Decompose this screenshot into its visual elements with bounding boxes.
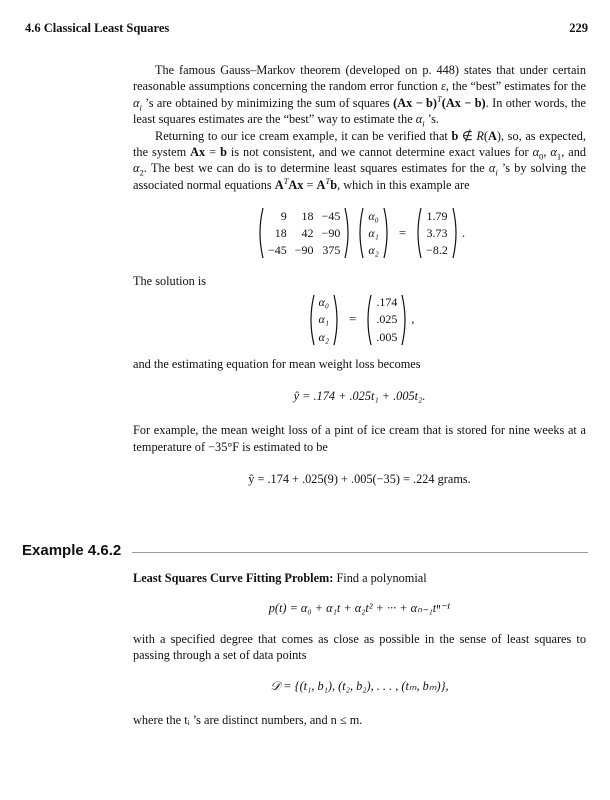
solution-equation: α₀ α₁ α₂ = .174 .025 .005 ,	[133, 294, 586, 346]
example-description: with a specified degree that comes as close as possible in the sense of least squares to passing through a set of data points	[133, 631, 586, 663]
paragraph-ice-cream: Returning to our ice cream example, it can be verified that b ∉ R(A), so, as expected, the system Ax = b is not consistent, and we cannot determine exact values for $\alpha_0$, $\alpha_1$, and $\alpha_2$. The best we can do is to determine least squares estimates for the $\alpha_i$ ’s by solving the associated normal equations $A^TAx = A^Tb$, which in this example are	[133, 128, 587, 192]
paragraph-example-usage: For example, the mean weight loss of a pint of ice cream that is stored for nine weeks at a temperature of −35°F is estimated to be	[133, 423, 586, 454]
normal-equations: 9 18 −45 18 42 −90 −45 −90 375 α₀ α₁ α₂ = 1.79 3.73 −8.2 .	[133, 207, 586, 259]
running-header	[25, 21, 588, 39]
example-rule	[132, 552, 588, 553]
data-set-equation: 𝒟 = {(t₁, b₁), (t₂, b₂), . . . , (tₘ, bₘ)},	[270, 678, 449, 693]
example-heading	[22, 542, 588, 562]
example-text	[133, 570, 586, 728]
unknowns-vector: α₀ α₁ α₂	[357, 207, 389, 259]
paragraph-gauss-markov: The famous Gauss–Markov theorem (developed on p. 448) states that under certain reasonable assumptions concerning the random error function ε, the “best” estimates for the $\alpha_i$ ’s are obtained by minimizing the sum of squares $(Ax - b)^T(Ax - b)$. In other words, the least squares estimates are the “best” way to estimate the $\alpha_i$ ’s.	[133, 63, 586, 129]
solution-values: .174 .025 .005	[365, 294, 408, 346]
example-title: Example 4.6.2	[22, 542, 122, 559]
matrix-grid: 9 18 −45 18 42 −90 −45 −90 375	[267, 208, 341, 258]
solution-label: The solution is	[133, 274, 207, 289]
rhs-vector: 1.79 3.73 −8.2	[415, 207, 459, 259]
section-title: 4.6 Classical Least Squares	[25, 21, 170, 35]
example-condition: where the tᵢ ’s are distinct numbers, and n ≤ m.	[133, 713, 363, 728]
main-text	[133, 62, 586, 488]
polynomial-equation: p(t) = α₀ + α₁t + α₂t² + ··· + αₙ₋₁tⁿ⁻¹	[268, 601, 451, 616]
paragraph-estimating: and the estimating equation for mean weight loss becomes	[133, 356, 421, 371]
estimate-equation: ŷ = .174 + .025t₁ + .005t₂.	[293, 389, 426, 404]
estimate-value-equation: ŷ = .174 + .025(9) + .005(−35) = .224 grams.	[248, 472, 471, 487]
solution-unknowns: α₀ α₁ α₂	[308, 294, 340, 346]
example-problem: Least Squares Curve Fitting Problem: Find a polynomial	[133, 571, 427, 585]
coefficient-matrix	[257, 207, 351, 259]
page-number: 229	[569, 21, 588, 35]
